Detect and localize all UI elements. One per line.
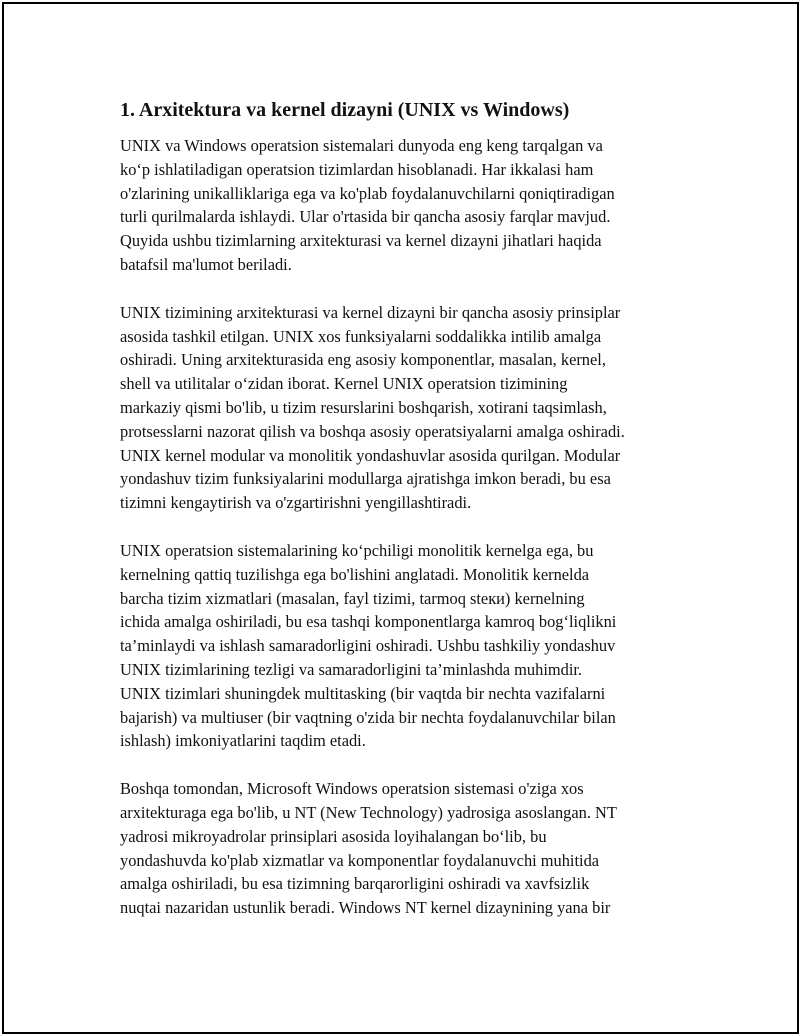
paragraph-windows-nt: Boshqa tomondan, Microsoft Windows operatsion sistemasi o'ziga xos arxitekturaga ega bo'lib, u NT (New Technology) yadrosiga asoslangan. NT yadrosi mikroyadrolar prinsiplari asosida loyihalangan bo‘lib, bu yondashuvda ko'plab xizmatlar va komponentlar foydalanuvchi muhitida amalga oshiriladi, bu esa tizimning barqarorligini oshiradi va xavfsizlik nuqtai nazaridan ustunlik beradi. Windows NT kernel dizaynining yana bir (120, 779, 617, 918)
section-heading: 1. Arxitektura va kernel dizayni (UNIX vs Windows) (120, 99, 570, 121)
paragraph-intro: UNIX va Windows operatsion sistemalari dunyoda eng keng tarqalgan va ko‘p ishlatiladigan operatsion tizimlardan hisoblanadi. Har ikkalasi ham o'zlarining unikalliklariga ega va ko'plab foydalanuvchilarni qoniqtiradigan turli qurilmalarda ishlaydi. Ular o'rtasida bir qancha asosiy farqlar mavjud. Quyida ushbu tizimlarning arxitekturasi va kernel dizayni jihatlari haqida batafsil ma'lumot beriladi. (120, 136, 615, 274)
document-body (120, 96, 720, 920)
document-page (2, 2, 799, 1034)
paragraph-unix-monolithic-kernel: UNIX operatsion sistemalarining ko‘pchiligi monolitik kernelga ega, bu kernelning qattiq tuzilishga ega bo'lishini anglatadi. Monolitik kernelda barcha tizim xizmatlari (masalan, fayl tizimi, tarmoq steки) kernelning ichida amalga oshiriladi, bu esa tashqi komponentlarga kamroq bog‘liqlikni ta’minlaydi va ishlash samaradorligini oshiradi. Ushbu tashkiliy yondashuv UNIX tizimlarining tezligi va samaradorligini ta’minlashda muhimdir. UNIX tizimlari shuningdek multitasking (bir vaqtda bir nechta vazifalarni bajarish) va multiuser (bir vaqtning o'zida bir nechta foydalanuvchilar bilan ishlash) imkoniyatlarini taqdim etadi. (120, 540, 617, 751)
paragraph-unix-architecture: UNIX tizimining arxitekturasi va kernel dizayni bir qancha asosiy prinsiplar asosida tashkil etilgan. UNIX xos funksiyalarni soddalikka intilib amalga oshiradi. Uning arxitekturasida eng asosiy komponentlar, masalan, kernel, shell va utilitalar o‘zidan iborat. Kernel UNIX operatsion tizimining markaziy qismi bo'lib, u tizim resurslarini boshqarish, xotirani taqsimlash, protsesslarni nazorat qilish va boshqa asosiy operatsiyalarni amalga oshiradi. UNIX kernel modular va monolitik yondashuvlar asosida qurilgan. Modular yondashuv tizim funksiyalarini modullarga ajratishga imkon beradi, bu esa tizimni kengaytirish va o'zgartirishni yengillashtiradi. (120, 302, 625, 513)
